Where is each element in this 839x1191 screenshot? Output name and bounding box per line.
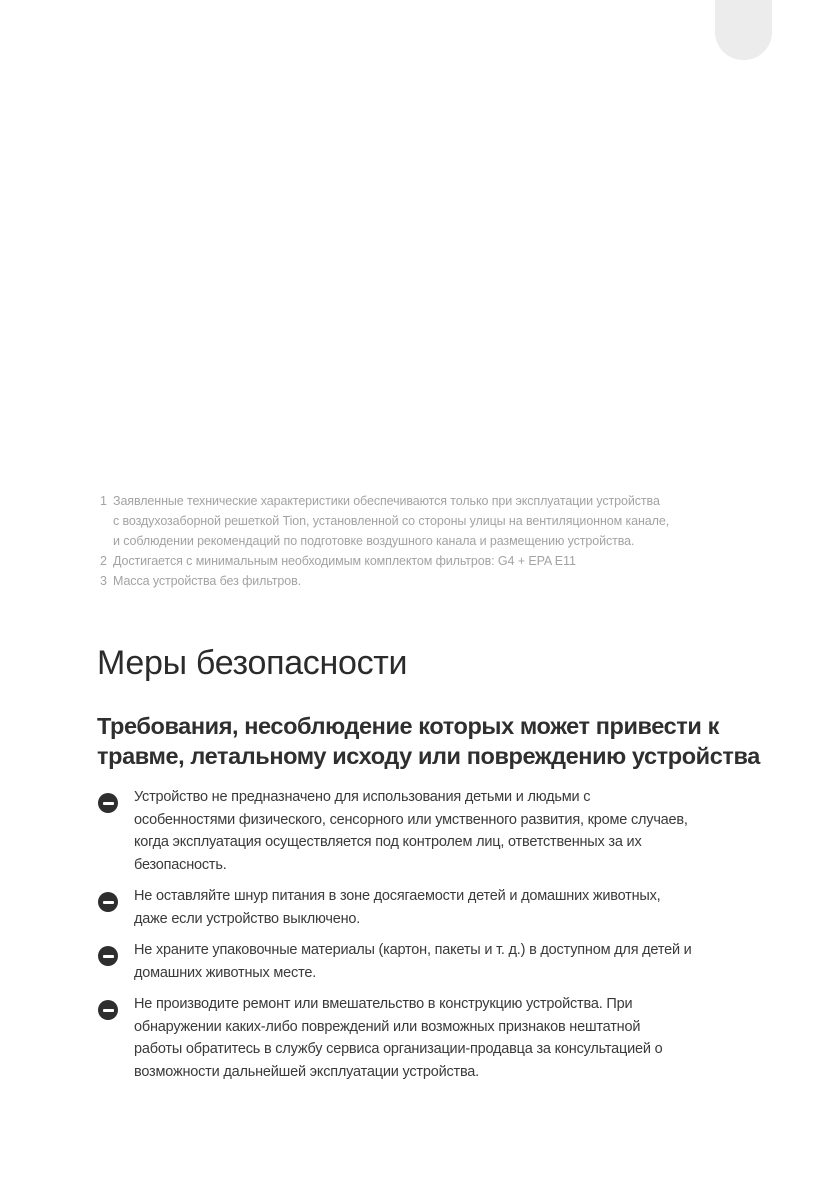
section-subtitle: [97, 711, 760, 771]
section-title: Меры безопасности: [97, 644, 408, 682]
subtitle-line: Требования, несоблюдение которых может привести к: [97, 713, 719, 739]
warning-text-line: Не храните упаковочные материалы (картон, пакеты и т. д.) в доступном для детей и: [134, 942, 692, 958]
warning-item: [98, 786, 758, 876]
warning-text-line: даже если устройство выключено.: [134, 910, 361, 927]
page-corner-tab: [715, 0, 772, 60]
warning-text-line: Не производите ремонт или вмешательство в конструкцию устройства. При: [134, 996, 633, 1012]
footnote-text-line: Заявленные технические характеристики обеспечиваются только при эксплуатации устройства: [113, 494, 660, 508]
footnotes: [100, 491, 740, 591]
prohibition-icon: [98, 1000, 118, 1020]
safety-warnings-list: [98, 786, 758, 1083]
footnote-text-line: Масса устройства без фильтров.: [113, 574, 302, 588]
footnote-number: 2: [100, 554, 107, 568]
prohibition-icon: [98, 793, 118, 813]
footnote-text-line: и соблюдении рекомендаций по подготовке воздушного канала и размещению устройства.: [113, 534, 635, 548]
footnote-3: [100, 571, 740, 591]
warning-text-line: Не оставляйте шнур питания в зоне досягаемости детей и домашних животных,: [134, 888, 661, 904]
warning-item: [98, 939, 758, 984]
warning-text-line: возможности дальнейшей эксплуатации устройства.: [134, 1063, 479, 1080]
footnote-2: [100, 551, 740, 571]
footnote-text-line: с воздухозаборной решеткой Tion, установленной со стороны улицы на вентиляционном канале,: [113, 514, 670, 528]
warning-text-line: обнаружении каких-либо повреждений или возможных признаков нештатной: [134, 1018, 641, 1035]
prohibition-icon: [98, 946, 118, 966]
warning-item: [98, 993, 758, 1083]
warning-text-line: безопасность.: [134, 856, 227, 873]
warning-text-line: когда эксплуатация осуществляется под контролем лиц, ответственных за их: [134, 834, 642, 850]
footnote-text-line: Достигается с минимальным необходимым комплектом фильтров: G4 + EPA E11: [113, 554, 576, 568]
footnote-number: 3: [100, 574, 107, 588]
warning-item: [98, 885, 758, 930]
subtitle-line: травме, летальному исходу или повреждению устройства: [97, 743, 760, 769]
prohibition-icon: [98, 892, 118, 912]
warning-text-line: особенностями физического, сенсорного или умственного развития, кроме случаев,: [134, 811, 688, 828]
warning-text-line: Устройство не предназначено для использования детьми и людьми с: [134, 789, 591, 805]
warning-text-line: работы обратитесь в службу сервиса организации-продавца за консультацией о: [134, 1041, 663, 1057]
warning-text-line: домашних животных месте.: [134, 964, 317, 981]
footnote-number: 1: [100, 494, 107, 508]
footnote-1: [100, 491, 740, 551]
